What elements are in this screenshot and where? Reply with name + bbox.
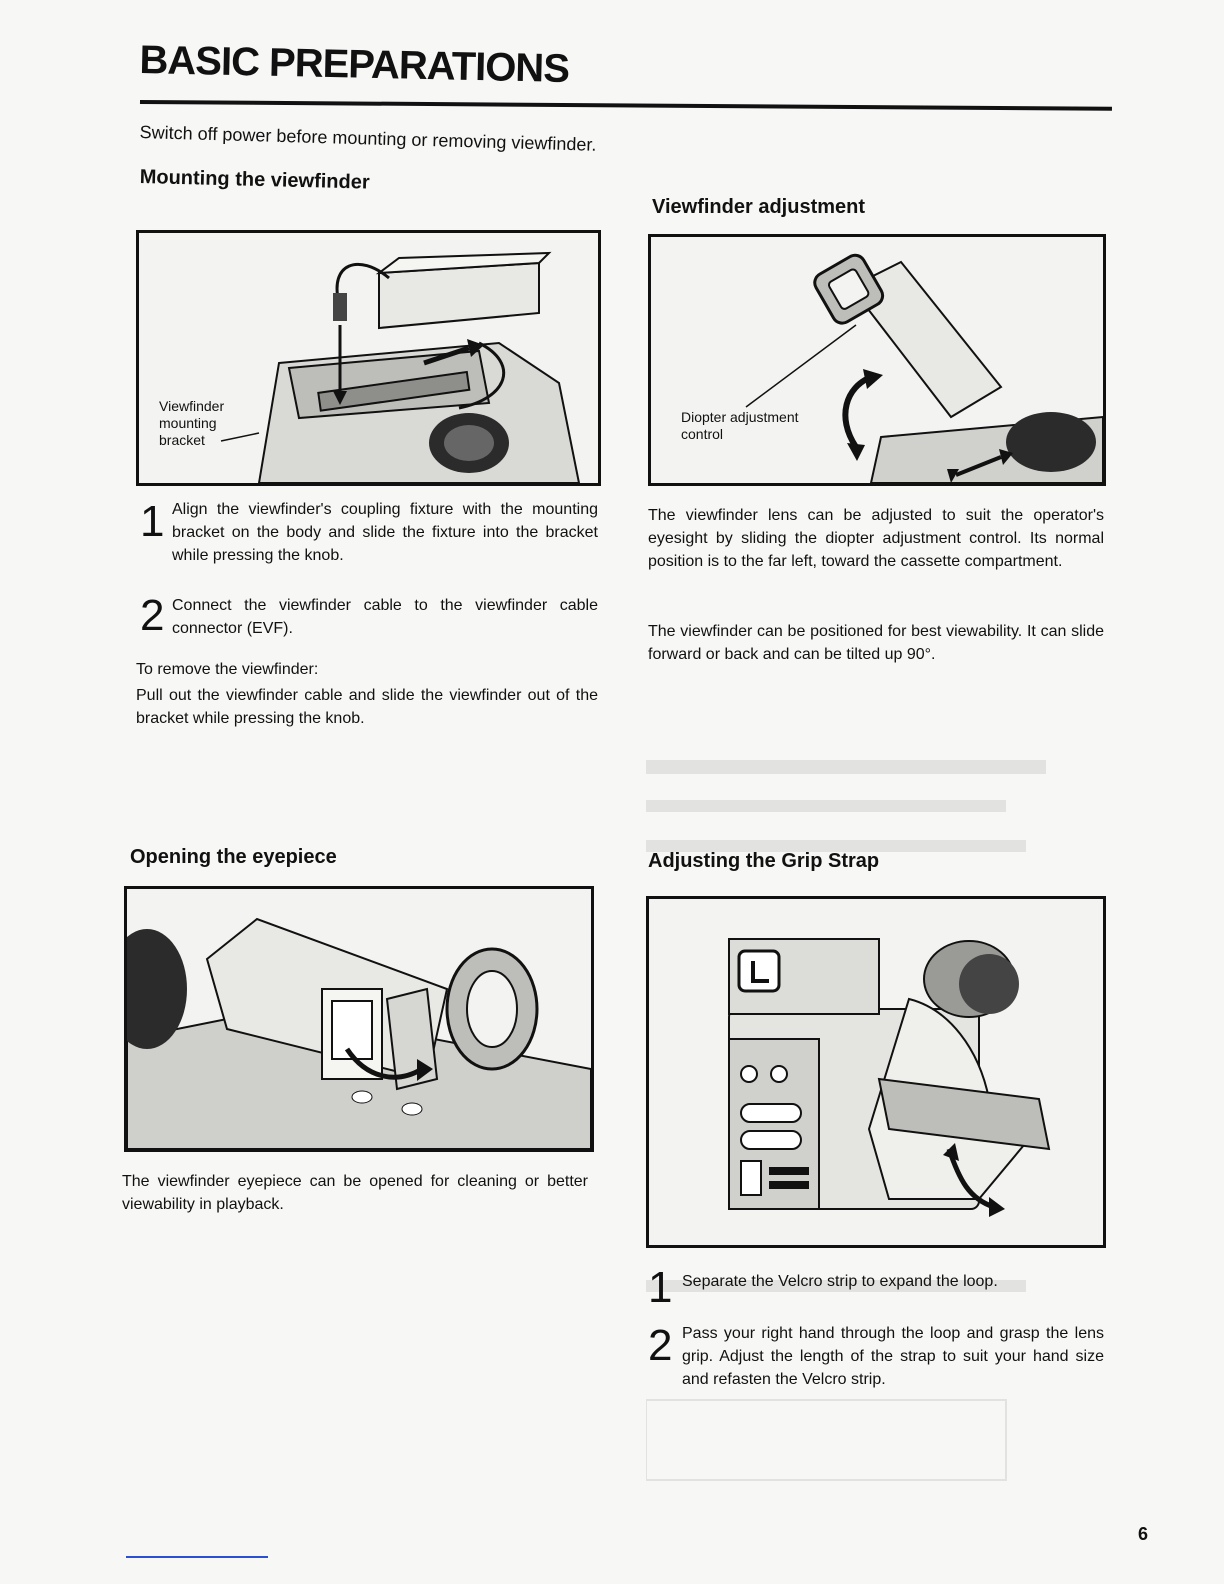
grip-step-number-1: 1 <box>648 1263 673 1312</box>
footer-line <box>126 1556 268 1558</box>
mounting-figure <box>136 230 601 486</box>
adjustment-para-1: The viewfinder lens can be adjusted to suit the operator's eyesight by sliding the diopter adjustment control. Its normal position is to the far left, toward the cassette compartment. <box>648 507 1104 571</box>
grip-step-number-2: 2 <box>648 1321 673 1370</box>
grip-step-2-text: Pass your right hand through the loop and grasp the lens grip. Adjust the length of the strap to suit your hand size and refasten the Velcro strip. <box>682 1325 1104 1389</box>
eyepiece-illustration <box>127 889 591 1149</box>
remove-heading: To remove the viewfinder: <box>136 661 319 678</box>
step-number-2: 2 <box>140 591 165 640</box>
remove-text: Pull out the viewfinder cable and slide the viewfinder out of the bracket while pressing the knob. <box>136 687 598 728</box>
grip-heading: Adjusting the Grip Strap <box>648 850 880 872</box>
mounting-step-2-text: Connect the viewfinder cable to the viewfinder cable connector (EVF). <box>172 597 598 638</box>
mounting-heading: Mounting the viewfinder <box>139 166 370 194</box>
grip-step-1 <box>648 1263 1104 1312</box>
adjustment-figure <box>648 234 1106 486</box>
adjustment-para-2: The viewfinder can be positioned for best viewability. It can slide forward or back and can be tilted up 90°. <box>648 623 1104 664</box>
eyepiece-figure <box>124 886 594 1152</box>
page-title: BASIC PREPARATIONS <box>139 38 570 91</box>
mounting-bracket-label: Viewfinder mounting bracket <box>159 398 225 448</box>
grip-figure <box>646 896 1106 1248</box>
eyepiece-heading: Opening the eyepiece <box>130 846 337 868</box>
eyepiece-text: The viewfinder eyepiece can be opened for cleaning or better viewability in playback. <box>122 1173 588 1214</box>
grip-illustration <box>649 899 1103 1245</box>
mounting-step-1 <box>140 498 598 568</box>
grip-step-1-text: Separate the Velcro strip to expand the loop. <box>682 1273 998 1290</box>
diopter-label: Diopter adjustment control <box>681 409 799 442</box>
intro-text: Switch off power before mounting or removing viewfinder. <box>139 122 597 155</box>
adjustment-illustration <box>651 237 1103 483</box>
grip-step-2 <box>648 1322 1104 1392</box>
title-rule <box>140 100 1112 111</box>
mounting-step-2 <box>140 591 598 640</box>
mounting-step-1-text: Align the viewfinder's coupling fixture with the mounting bracket on the body and slide the fixture into the bracket while pressing the knob. <box>172 501 598 565</box>
page-number: 6 <box>1137 1524 1148 1544</box>
adjustment-heading: Viewfinder adjustment <box>652 196 866 218</box>
step-number-1: 1 <box>140 497 165 546</box>
